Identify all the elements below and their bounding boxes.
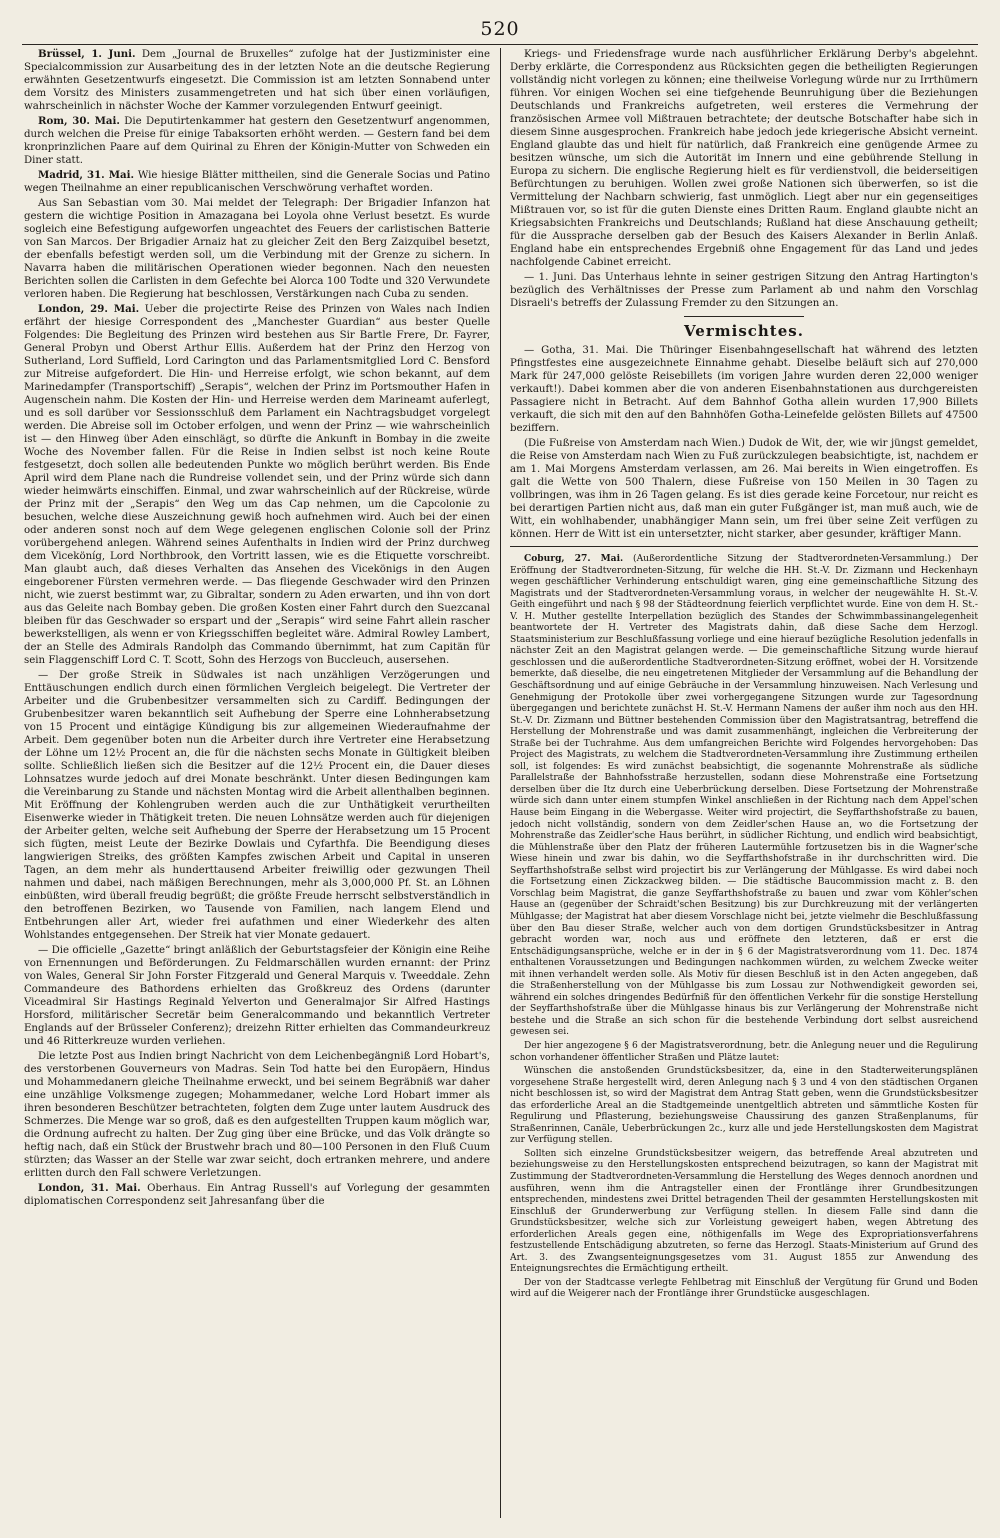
coburg-paragraph	[510, 1149, 978, 1276]
column-separator	[500, 48, 501, 1518]
article-paragraph	[24, 303, 490, 667]
section-divider	[684, 316, 804, 317]
article-paragraph	[24, 669, 490, 942]
coburg-article	[510, 553, 978, 1301]
coburg-text: Sollten sich einzelne Grundstücksbesitzer weigern, das betreffende Areal abzutreten und beziehungsweise zu den Herstellungskosten entsprechend beizutragen, so kann der Magistrat mit Zustimmung der Stadtverordneten-Versammlung die Herstellung des Weges dennoch anordnen und ausführen, wenn ihm die Antragsteller einen der Frontlänge ihrer Grundbesitzungen entsprechenden, mindestens zwei Drittel betragenden Theil der gesammten Herstellungskosten mit Einschluß der Grunderwerbung zur Verfügung stellen. In diesem Falle sind dann die Grundstücksbesitzer, welche sich zur Vorleistung geweigert haben, wegen Abtretung des erforderlichen Areals gegen eine, nöthigenfalls im Wege des Expropriationsverfahrens festzustellende Entschädigung abzutreten, so ferne das Herzogl. Staats-Ministerium auf Grund des Art. 3. des Zwangsenteignungsgesetzes vom 31. August 1855 zur Anwendung des Enteignungsrechtes die Ermächtigung ertheilt.	[510, 1148, 978, 1275]
top-rule	[22, 44, 978, 45]
coburg-dateline: Coburg, 27. Mai.	[524, 553, 624, 564]
coburg-paragraph	[510, 553, 978, 1039]
section-title-vermischtes: Vermischtes.	[684, 322, 804, 340]
article-dateline: London, 29. Mai.	[38, 303, 140, 315]
article-paragraph	[24, 115, 490, 167]
vermischtes-paragraph: (Die Fußreise von Amsterdam nach Wien.) Dudok de Wit, der, wie wir jüngst gemeldet, die Reise von Amsterdam nach Wien zu Fuß zurückzulegen beabsichtigte, ist, nachdem er am 1. Mai Morgens Amsterdam verlassen, am 26. Mai bereits in Wien eingetroffen. Es galt die Wette von 500 Thalern, diese Fußreise von 150 Meilen in 30 Tagen zu vollbringen, was ihm in 26 Tagen gelang. Es ist dies gerade keine Forcetour, nur reicht es bei derartigen Partien nicht aus, daß man ein guter Fußgänger ist, man muß auch, wie de Witt, ein wohlhabender, unabhängiger Mann sein, um frei über seine Zeit verfügen zu können. Herr de Witt ist ein untersetzter, nicht starker, aber gesunder, kräftiger Mann.	[510, 438, 978, 540]
coburg-text: Wünschen die anstoßenden Grundstücksbesitzer, da, eine in den Stadterweiterungsplänen vorgesehene Straße hergestellt wird, deren Anlegung nach § 3 und 4 von den städtischen Organen nicht beschlossen ist, so wird der Magistrat dem Antrag Statt geben, wenn die Grundstücksbesitzer das erforderliche Areal an die Stadtgemeinde unentgeltlich abtreten und sämmtliche Kosten für Regulirung und Pflasterung, beziehungsweise Chaussirung des ganzen Straßenplanums, für Straßenrinnen, Canäle, Ueberbrückungen 2c., kurz alle und jede Herstellungskosten dem Magistrat zur Verfügung stellen.	[510, 1066, 978, 1146]
article-text: Dem „Journal de Bruxelles“ zufolge hat der Justizminister eine Specialcommission zur Ausarbeitung des in der letzten Note an die deutsche Regierung erwähnten Gesetzentwurfs eingesetzt. Die Commission ist am letzten Sonnabend unter dem Vorsitz des Ministers zusammengetreten und hat sich über einen vorläufigen, wahrscheinlich in nächster Woche der Kammer vorzulegenden Entwurf geeinigt.	[24, 49, 490, 112]
article-paragraph	[510, 271, 978, 310]
article-text: Ueber die projectirte Reise des Prinzen von Wales nach Indien erfährt der hiesige Correspondent des „Manchester Guardian“ aus bester Quelle Folgendes: Die Begleitung des Prinzen wird bestehen aus Sir Bartle Frere, Dr. Fayrer, General Probyn und Oberst Arthur Ellis. Außerdem hat der Prinz den Herzog von Sutherland, Lord Suffield, Lord Carington und das Parlamentsmitglied Lord C. Bensford zur Mitreise aufgefordert. Die Hin- und Herreise erfolgt, wie schon bekannt, auf dem Marinedampfer (Transportschiff) „Serapis“, welchen der Prinz im Portsmouther Hafen in Augenschein nahm. Die Kosten der Hin- und Herreise werden dem Marineamt auferlegt, und es soll darüber vor Sessionsschluß dem Parlament ein Nachtragsbudget vorgelegt werden. Die Abreise soll im October erfolgen, und wenn der Prinz — wie wahrscheinlich ist — den Hinweg über Aden einschlägt, so dürfte die Ankunft in Bombay in die zweite Woche des November fallen. Für die Reise in Indien selbst ist noch keine Route festgesetzt, doch sollen alle bedeutenden Punkte wo möglich berührt werden. Bis Ende April wird dem Plane nach die Rundreise vollendet sein, und der Prinz würde sich dann wieder heimwärts einschiffen. Einmal, und zwar wahrscheinlich auf der Rückreise, würde der Prinz mit der „Serapis“ den Weg um das Cap nehmen, um die Capcolonie zu besuchen, welche diese Auszeichnung gewiß hoch aufnehmen wird. Auch bei der einen oder anderen sonst noch auf dem Wege gelegenen englischen Colonie soll der Prinz vorübergehend anlegen. Während seines Aufenthalts in Indien wird der Prinz durchweg dem Viceköníg, Lord Northbrook, den Vortritt lassen, wie es die Etiquette vorschreibt. Man glaubt auch, daß dieses Verhalten das Ansehen des Vicekönigs in den Augen eingeborener Fürsten vermehren werde. — Das fliegende Geschwader wird den Prinzen nicht, wie zuerst bestimmt war, zu Gibraltar, sondern zu Aden erwarten, und ihn von dort aus das Geleite nach Bombay geben. Die großen Kosten einer Fahrt durch den Suezcanal bleiben für das Geschwader so erspart und der „Serapis“ wird seine Fahrt allein rascher bewerkstelligen, als wenn er von Kriegsschiffen begleitet wäre. Admiral Rowley Lambert, der an Stelle des Admirals Randolph das Commando übernimmt, hat zum Capitän für sein Flaggenschiff Lord C. T. Scott, Sohn des Herzogs von Buccleuch, ausersehen.	[24, 304, 490, 666]
right-column	[510, 48, 978, 1524]
coburg-text: (Außerordentliche Sitzung der Stadtverordneten-Versammlung.) Der Eröffnung der Stadtverordneten-Sitzung, für welche die HH. St.-V. Dr. Zizmann und Heckenhayn wegen geschäftlicher Verhinderung entschuldigt waren, ging eine gemeinschaftliche Sitzung des Magistrats und der Stadtverordneten-Versammlung voraus, in welcher der neugewählte H. St.-V. Geith eingeführt und nach § 98 der Städteordnung feierlich verpflichtet wurde. Eine von dem H. St.-V. H. Muther gestellte Interpellation bezüglich des Standes der Schwimmbassinangelegenheit beantwortete der H. Vertreter des Magistrats dahin, daß diese Sache dem Herzogl. Staatsministerium zur Beschlußfassung vorliege und eine hierauf bezügliche Resolution jedenfalls in nächster Zeit an den Magistrat gelangen werde. — Die gemeinschaftliche Sitzung wurde hierauf geschlossen und die außerordentliche Stadtverordneten-Sitzung eröffnet, wobei der H. Vorsitzende bemerkte, daß dieselbe, die neu eingetretenen Mitglieder der Versammlung auf die Behandlung der Geschäftsordnung und auf einige Gebräuche in der Versammlung hinzuweisen. Nach Verlesung und Genehmigung der Protokolle über zwei vorhergegangene Sitzungen wurde zur Tagesordnung übergegangen und berichtete zunächst H. St.-V. Hermann Namens der außer ihm noch aus den HH. St.-V. Dr. Zizmann und Büttner bestehenden Commission über den Magistratsantrag, betreffend die Herstellung der Mohrenstraße und was damit zusammenhängt, ingleichen die Verbreiterung der Straße bei der Tuchrahme. Aus dem umfangreichen Berichte wird Folgendes hervorgehoben: Das Project des Magistrats, zu welchem die Stadtverordneten-Versammlung ihre Zustimmung ertheilen soll, ist folgendes: Es wird zunächst beabsichtigt, die sogenannte Mohrenstraße als südliche Parallelstraße der Bahnhofsstraße herzustellen, sodann diese Mohrenstraße eine Fortsetzung derselben über die Itz durch eine Ueberbrückung derselben. Diese Fortsetzung der Mohrenstraße würde sich dann unter einem stumpfen Winkel anschließen in der Richtung nach dem Appel'schen Hause beim Eingang in die Webergasse. Weiter wird projectirt, die Seyffarthshofstraße zu bauen, jedoch nicht vollständig, sondern von dem Zeidler'schen Hause an, wo die Fortsetzung der Mohrenstraße das Zeidler'sche Haus berührt, in südlicher Richtung, und endlich wird beabsichtigt, die Mühlenstraße über den Platz der früheren Lautermühle fortzusetzen bis in die Wagner'sche Wiese hinein und zwar bis dahin, wo die Seyffarthshofstraße in ihr durchschritten wird. Die Seyffarthshofstraße selbst wird projectirt bis zur Verlängerung der Mühlgasse. Es wird dabei noch die Fortsetzung einen Zickzackweg bilden. — Die städtische Baucommission macht z. B. den Vorschlag beim Magistrat, die ganze Seyffarthshofstraße zu bauen und zwar vom Köhler'schen Hause an (gegenüber der Schraidt'schen Besitzung) bis zur Durchkreuzung mit der verlängerten Mühlgasse; der Magistrat hat aber diesem Vorschlage nicht bei, jetzte vielmehr die Beschlußfassung über den Bau dieser Straße, welcher auch von dem dortigen Grundstücksbesitzer in Antrag gebracht worden war, noch aus und eröffnete den letzteren, daß er erst die Entschädigungsansprüche, welche er in der in § 6 der Magistratsverordnung vom 11. Dec. 1874 enthaltenen Voraussetzungen und Bedingungen nachkommen würden, zu welchem Zwecke weiter mit ihnen verhandelt werden solle. Als Motiv für diesen Beschluß ist in den Acten angegeben, daß die Straßenherstellung von der Mühlgasse bis zum Lossau zur Nothwendigkeit geworden sei, während ein solches dringendes Bedürfniß für den öffentlichen Verkehr für die sonstige Herstellung der Seyffarthshofstraße über die Mühlgasse hinaus bis zur Verlängerung der Mohrenstraße nicht bestehe und die Straße an sich schon für die bestehende Verbindung dort selbst ausreichend gewesen sei.	[510, 554, 978, 1038]
article-paragraph	[24, 48, 490, 113]
article-text: Wie hiesige Blätter mittheilen, sind die Generale Socias und Patino wegen Theilnahme an einer republicanischen Verschwörung verhaftet worden.	[24, 170, 490, 194]
article-paragraph	[24, 169, 490, 195]
article-text: Oberhaus. Ein Antrag Russell's auf Vorlegung der gesammten diplomatischen Correspondenz seit Jahresanfang über die	[24, 1183, 490, 1207]
article-text: — Die officielle „Gazette“ bringt anläßlich der Geburtstagsfeier der Königin eine Reihe von Ernennungen und Beförderungen. Zu Feldmarschällen wurden ernannt: der Prinz von Wales, General Sir John Forster Fitzgerald und General Marquis v. Tweeddale. Zehn Commandeure des Bathordens erhielten das Großkreuz des Ordens (darunter Viceadmiral Sir Hastings Reginald Yelverton und Generalmajor Sir Alfred Hastings Horsford, militärischer Secretär beim Generalcommando und bekanntlich Vertreter Englands auf der Brüsseler Conferenz); dreizehn Ritter erhielten das Commandeurkreuz und 46 Ritterkreuze wurden verliehen.	[24, 945, 490, 1047]
vermischtes-paragraph: — Gotha, 31. Mai. Die Thüringer Eisenbahngesellschaft hat während des letzten Pfingstfestes eine ausgezeichnete Einnahme gehabt. Dieselbe beläuft sich auf 270,000 Mark für 247,000 gelöste Reisebillets (im vorigen Jahre wurden deren 22,000 weniger verkauft!). Dabei kommen aber die von anderen Eisenbahnstationen aus durchgereisten Passagiere nicht in Betracht. Auf dem Bahnhof Gotha allein wurden 17,900 Billets verkauft, die sich mit den auf den Bahnhöfen Gotha-Leinefelde gelösten Billets auf 47500 beziffern.	[510, 345, 978, 434]
coburg-text: Der von der Stadtcasse verlegte Fehlbetrag mit Einschluß der Vergütung für Grund und Boden wird auf die Weigerer nach der Frontlänge ihrer Grundstücke ausgeschlagen.	[510, 1277, 978, 1300]
coburg-paragraph	[510, 1066, 978, 1147]
article-text: Kriegs- und Friedensfrage wurde nach ausführlicher Erklärung Derby's abgelehnt. Derby erklärte, die Correspondenz aus Rücksichten gegen die betheiligten Regierungen vollständig nicht vorlegen zu können; eine theilweise Vorlegung würde nur zu Irrthümern führen. Vor einigen Wochen sei eine tiefgehende Beunruhigung über die Beziehungen Deutschlands und Frankreichs aufgetreten, weil ersteres die Vermehrung der französischen Armee voll Mißtrauen betrachtete; der deutsche Botschafter habe sich in diesem Sinne ausgesprochen. Frankreich habe jedoch jede kriegerische Absicht verneint. England glaubte das und hielt für natürlich, daß Frankreich eine genügende Armee zu besitzen wünsche, um sich die Autorität im Innern und eine gebührende Stellung in Europa zu sichern. Die englische Regierung hielt es für verdienstvoll, die beiderseitigen Befürchtungen zu beruhigen. Wollen zwei große Nationen sich überwerfen, so ist die Vermittelung der Nachbarn schwierig, fast unmöglich. Liegt aber nur ein gegenseitiges Mißtrauen vor, so ist für die guten Dienste eines Dritten Raum. England glaubte nicht an Kriegsabsichten Frankreichs und Deutschlands; Rußland hat diese Anschauung getheilt; für die Aussprache derselben gab der Besuch des Kaisers Alexander in Berlin Anlaß. England habe ein entsprechendes Ergebniß ohne Engagement für das Land und jedes nachfolgende Cabinet erreicht.	[510, 49, 978, 268]
article-text: — 1. Juni. Das Unterhaus lehnte in seiner gestrigen Sitzung den Antrag Hartington's bezüglich des Verhältnisses der Presse zum Parlament ab und nahm den Vorschlag Disraeli's betreffs der Zulassung Fremder zu den Sitzungen an.	[510, 272, 978, 309]
article-dateline: Brüssel, 1. Juni.	[38, 48, 136, 60]
coburg-text: Der hier angezogene § 6 der Magistratsverordnung, betr. die Anlegung neuer und die Regulirung schon vorhandener öffentlicher Straßen und Plätze lautet:	[510, 1040, 978, 1063]
article-dateline: London, 31. Mai.	[38, 1182, 141, 1194]
article-paragraph	[24, 1182, 490, 1208]
coburg-paragraph	[510, 1041, 978, 1064]
section-rule	[510, 546, 978, 547]
article-paragraph	[510, 48, 978, 269]
article-text: Die Deputirtenkammer hat gestern den Gesetzentwurf angenommen, durch welchen die Preise für einige Tabaksorten erhöht werden. — Gestern fand bei dem kronprinzlichen Paare auf dem Quirinal zu Ehren der Königin-Mutter von Schweden ein Diner statt.	[24, 116, 490, 166]
article-dateline: Rom, 30. Mai.	[38, 115, 120, 127]
coburg-paragraph	[510, 1278, 978, 1301]
left-column	[24, 48, 490, 1524]
article-paragraph	[24, 1050, 490, 1180]
article-paragraph	[24, 197, 490, 301]
vermischtes-section	[510, 344, 978, 541]
article-dateline: Madrid, 31. Mai.	[38, 169, 135, 181]
article-text: Aus San Sebastian vom 30. Mai meldet der Telegraph: Der Brigadier Infanzon hat gestern die wichtige Position in Amazagana bei Loyola ohne Verlust besetzt. Es wurde sogleich eine Befestigung aufgeworfen ungeachtet des Feuers der carlistischen Batterie von San Marcos. Der Brigadier Arnaiz hat zu gleicher Zeit den Berg Zaizquibel besetzt, der ebenfalls befestigt werden soll, um die Verbindung mit der Grenze zu sichern. In Navarra haben die militärischen Operationen wieder begonnen. Nach den neuesten Berichten sollen die Carlisten in dem Gefechte bei Alorca 100 Todte und 320 Verwundete verloren haben. Die Regierung hat beschlossen, Verstärkungen nach Cuba zu senden.	[24, 198, 490, 300]
article-text: Die letzte Post aus Indien bringt Nachricht von dem Leichenbegängniß Lord Hobart's, des verstorbenen Gouverneurs von Madras. Sein Tod hatte bei den Europäern, Hindus und Mohammedanern gleiche Theilnahme erweckt, und bei seinem Begräbniß war daher eine unzählige Volksmenge zugegen; Mohammedaner, welche Lord Hobart immer als ihren besonderen Beschützer betrachteten, folgten dem Zuge unter lautem Ausdruck des Schmerzes. Die Menge war so groß, daß es den aufgestellten Truppen kaum möglich war, die Ordnung aufrecht zu halten. Der Zug ging über eine Brücke, und das Volk drängte so heftig nach, daß ein Stück der Brustwehr brach und 80—100 Personen in den Fluß Cuum stürzten; das Wasser an der Stelle war zwar seicht, doch ertranken mehrere, und andere erlitten durch den Fall schwere Verletzungen.	[24, 1051, 490, 1179]
left-article-list	[24, 48, 490, 1208]
article-paragraph	[24, 944, 490, 1048]
right-article-list	[510, 48, 978, 310]
article-text: — Der große Streik in Südwales ist nach unzähligen Verzögerungen und Enttäuschungen endlich durch einen förmlichen Vergleich beigelegt. Die Vertreter der Arbeiter und die Grubenbesitzer versammelten sich zu Cardiff. Bedingungen der Grubenbesitzer waren bekanntlich seit Aufhebung der Sperre eine Lohnherabsetzung von 15 Procent und eintägige Kündigung bis zur allgemeinen Wiederaufnahme der Arbeit. Dem gegenüber boten nun die Arbeiter durch ihre Vertreter eine Herabsetzung der Löhne um 12½ Procent an, die für die nächsten sechs Monate in Gültigkeit bleiben sollte. Schließlich ließen sich die Besitzer auf die 12½ Procent ein, die Dauer dieses Lohnsatzes wurde jedoch auf drei Monate beschränkt. Unter diesen Bedingungen kam die Vereinbarung zu Stande und nächsten Montag wird die Arbeit allenthalben beginnen. Mit Eröffnung der Kohlengruben werden auch die zur Unthätigkeit verurtheilten Eisenwerke wieder in Thätigkeit treten. Die neuen Lohnsätze werden auch für diejenigen der Arbeiter gelten, welche seit Aufhebung der Sperre der Herabsetzung um 15 Procent sich fügten, meist Leute der Bezirke Dowlais und Cyfarthfa. Die Beendigung dieses langwierigen Streiks, des größten Kampfes zwischen Arbeit und Capital in unseren Tagen, an dem mehr als hunderttausend Arbeiter freiwillig oder gezwungen Theil nahmen und dabei, nach mäßigen Berechnungen, mehr als 3,000,000 Pf. St. an Löhnen einbüßten, wird überall freudig begrüßt; die größte Freude herrscht selbstverständlich in den betroffenen Bezirken, wo Tausende von Familien, nach langem Elend und Entbehrungen aller Art, wieder frei aufathmen und einer Wiederkehr des alten Wohlstandes entgegensehen. Der Streik hat vier Monate gedauert.	[24, 670, 490, 941]
page-number: 520	[480, 18, 520, 40]
